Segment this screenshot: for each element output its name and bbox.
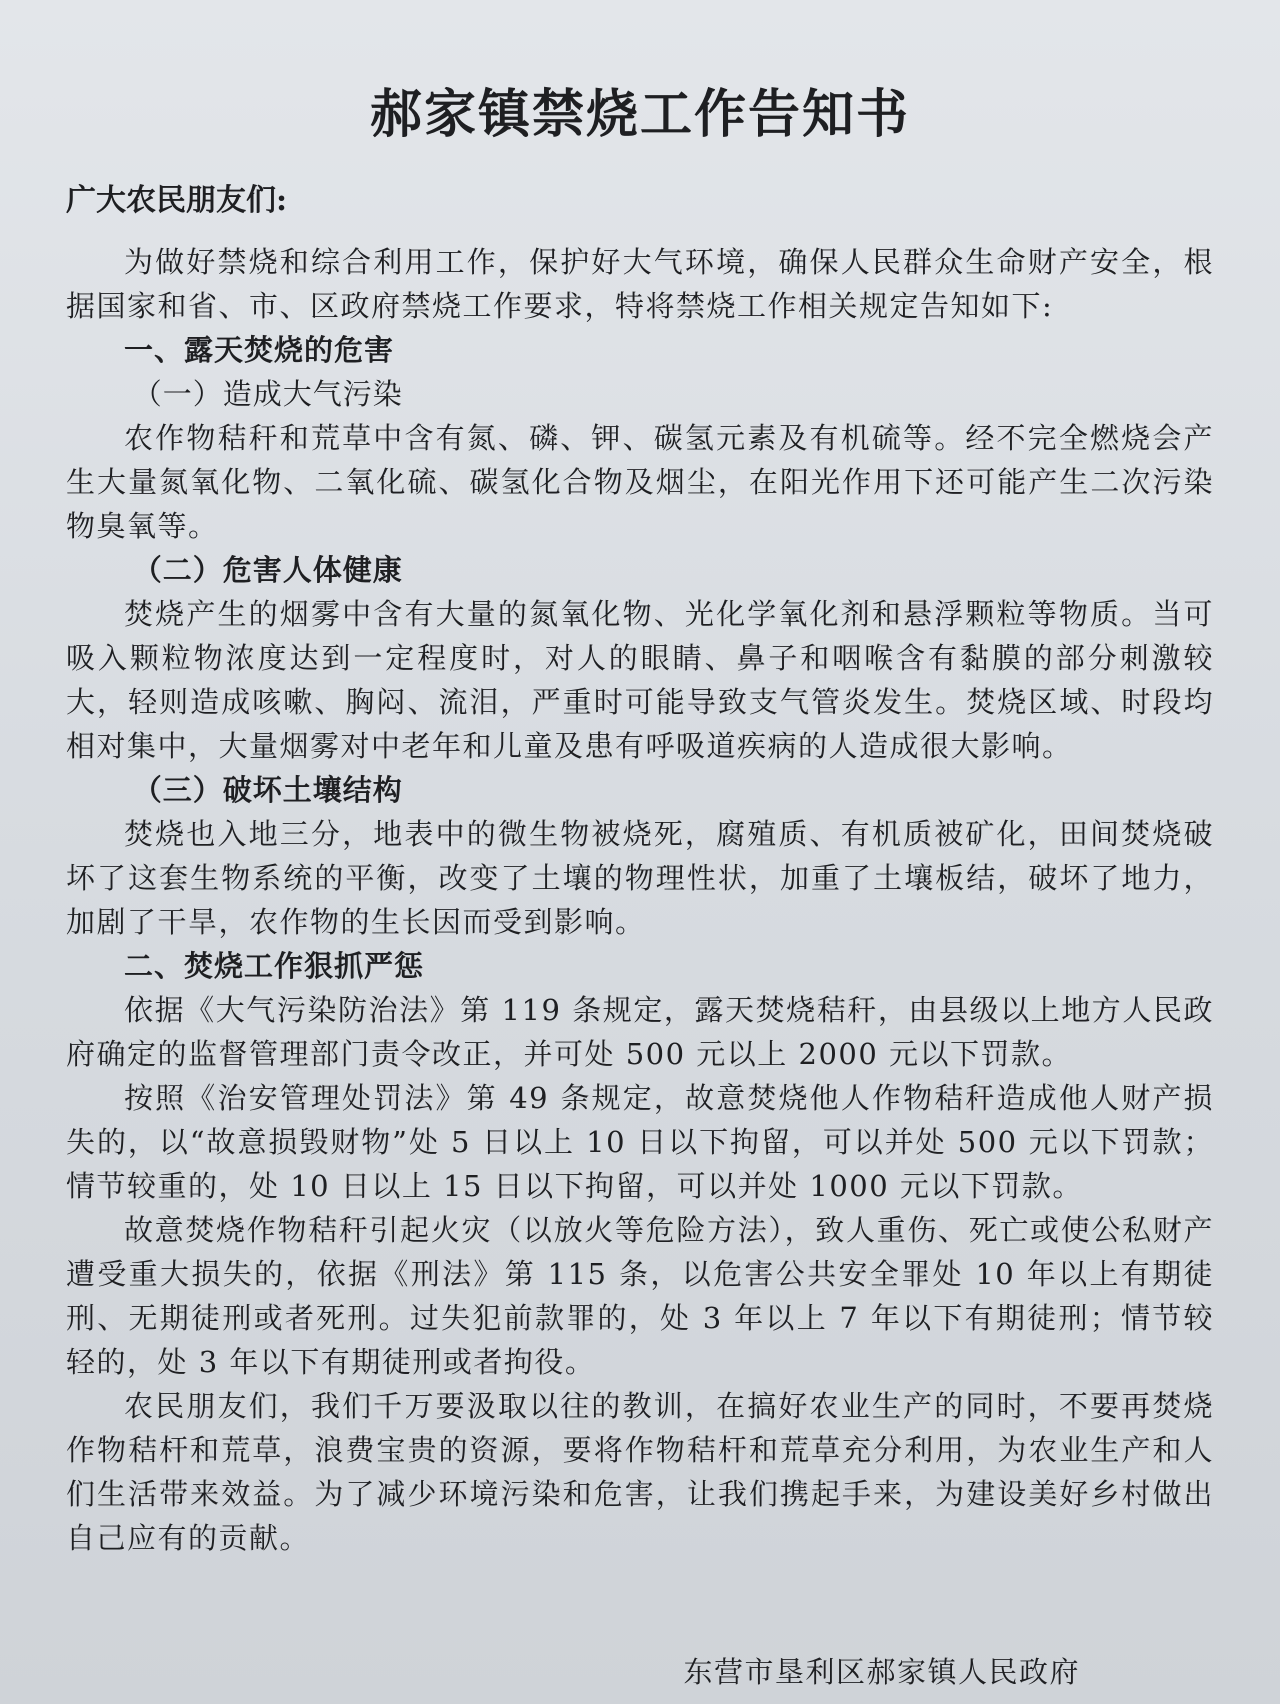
section1-sub3-heading: （三）破坏土壤结构 bbox=[132, 773, 403, 808]
section1-heading: 一、露天焚烧的危害 bbox=[124, 333, 395, 368]
section1-sub2-heading: （二）危害人体健康 bbox=[132, 553, 403, 588]
section1-sub1-text: 农作物秸秆和荒草中含有氮、磷、钾、碳氢元素及有机硫等。经不完全燃烧会产生大量氮氧化物、二氧化硫、碳氢化合物及烟尘，在阳光作用下还可能产生二次污染物臭氧等。 bbox=[66, 421, 1214, 544]
section1-sub3-text: 焚烧也入地三分，地表中的微生物被烧死，腐殖质、有机质被矿化，田间焚烧破坏了这套生物系统的平衡，改变了土壤的物理性状，加重了土壤板结，破坏了地力，加剧了干旱，农作物的生长因而受到影响。 bbox=[66, 817, 1214, 940]
section2-paragraph-2: 按照《治安管理处罚法》第 49 条规定，故意焚烧他人作物秸秆造成他人财产损失的，以“故意损毁财物”处 5 日以上 10 日以下拘留，可以并处 500 元以下罚款；情节较重的，处 10 日以上 15 日以下拘留，可以并处 1000 元以下罚款。 bbox=[66, 1081, 1214, 1204]
section2-heading: 二、焚烧工作狠抓严惩 bbox=[124, 949, 425, 984]
signature: 东营市垦利区郝家镇人民政府 bbox=[683, 1655, 1080, 1689]
section2-paragraph-3: 故意焚烧作物秸秆引起火灾（以放火等危险方法），致人重伤、死亡或使公私财产遭受重大损失的，依据《刑法》第 115 条，以危害公共安全罪处 10 年以上有期徒刑、无期徒刑或者死刑。过失犯前款罪的，处 3 年以上 7 年以下有期徒刑；情节较轻的，处 3 年以下有期徒刑或者拘役。 bbox=[66, 1213, 1214, 1380]
intro-paragraph: 为做好禁烧和综合利用工作，保护好大气环境，确保人民群众生命财产安全，根据国家和省、市、区政府禁烧工作要求，特将禁烧工作相关规定告知如下: bbox=[66, 245, 1214, 324]
section2-paragraph-1: 依据《大气污染防治法》第 119 条规定，露天焚烧秸秆，由县级以上地方人民政府确定的监督管理部门责令改正，并可处 500 元以上 2000 元以下罚款。 bbox=[66, 993, 1214, 1072]
salutation: 广大农民朋友们: bbox=[66, 183, 288, 219]
closing-paragraph: 农民朋友们，我们千万要汲取以往的教训，在搞好农业生产的同时，不要再焚烧作物秸杆和荒草，浪费宝贵的资源，要将作物秸杆和荒草充分利用，为农业生产和人们生活带来效益。为了减少环境污染和危害，让我们携起手来，为建设美好乡村做出自己应有的贡献。 bbox=[66, 1389, 1214, 1556]
section1-sub1-heading: （一）造成大气污染 bbox=[132, 377, 403, 412]
document-title: 郝家镇禁烧工作告知书 bbox=[369, 84, 910, 145]
section1-sub2-text: 焚烧产生的烟雾中含有大量的氮氧化物、光化学氧化剂和悬浮颗粒等物质。当可吸入颗粒物浓度达到一定程度时，对人的眼睛、鼻子和咽喉含有黏膜的部分刺激较大，轻则造成咳嗽、胸闷、流泪，严重时可能导致支气管炎发生。焚烧区域、时段均相对集中，大量烟雾对中老年和儿童及患有呼吸道疾病的人造成很大影响。 bbox=[66, 597, 1214, 764]
